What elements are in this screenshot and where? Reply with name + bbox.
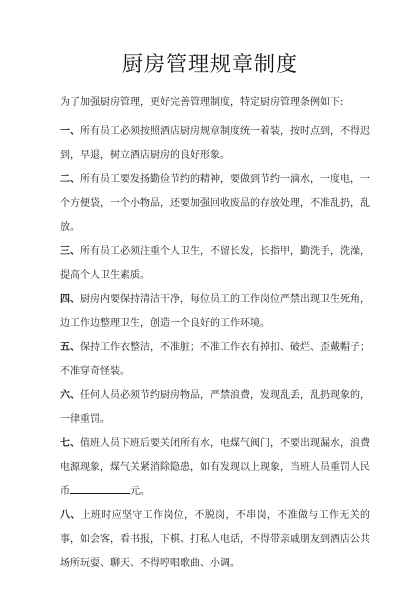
rule-text-prefix: 币 [60, 486, 70, 497]
rule-text: 上班时应坚守工作岗位，不脱岗，不串岗，不准做与工作无关的事，如会客，看书报，下棋、打私人电话，不得带亲戚朋友到酒店公共场所玩耍、聊天、不得哼唱歌曲、小调。 [60, 510, 371, 569]
rule-number: 五、 [60, 342, 80, 353]
rule-number: 八、 [60, 510, 81, 521]
intro-paragraph: 为了加强厨房管理，更好完善管理制度，特定厨房管理条例如下: [60, 97, 344, 108]
fill-in-blank [70, 483, 130, 494]
rule-text: 所有员工必须按照酒店厨房规章制度统一着装，按时点到，不得迟到，早退，树立酒店厨房的良好形象。 [60, 126, 370, 161]
rule-item-1 [60, 120, 370, 168]
rule-number: 二、 [60, 174, 80, 185]
rule-item-7 [60, 432, 370, 504]
rule-text: 所有员工必须注重个人卫生，不留长发，长指甲，勤洗手，洗澡，提高个人卫生素质。 [60, 246, 370, 281]
rule-item-6 [60, 384, 370, 432]
rule-number: 六、 [60, 390, 80, 401]
rule-item-2 [60, 168, 370, 240]
rules-list [60, 120, 370, 576]
rule-item-4 [60, 288, 370, 336]
rule-text: 任何人员必须节约厨房物品，严禁浪费，发现乱丢，乱扔现象的，一律重罚。 [60, 390, 370, 425]
rule-number: 七、 [60, 438, 80, 449]
rule-number: 四、 [60, 294, 80, 305]
rule-number: 一、 [60, 126, 80, 137]
rule-number: 三、 [60, 246, 80, 257]
rule-text: 值班人员下班后要关闭所有水，电煤气阀门，不要出现漏水，浪费电源现象，煤气关紧消除隐患，如有发现以上现象，当班人员重罚人民 [60, 438, 370, 473]
rule-item-8 [60, 504, 370, 576]
rule-text-suffix: 元。 [130, 486, 150, 497]
rule-text: 所有员工要发扬勤俭节约的精神，要做到节约一滴水，一度电，一个方便袋，一个小物品，还要加强回收废品的存放处理，不准乱扔，乱放。 [60, 174, 370, 233]
rule-item-3 [60, 240, 370, 288]
rule-text: 保持工作衣整洁，不准脏；不准工作衣有掉扣、破烂、歪戴帽子；不准穿奇怪装。 [60, 342, 370, 377]
rule-text: 厨房内要保持清洁干净，每位员工的工作岗位严禁出现卫生死角，边工作边整理卫生，创造一个良好的工作环境。 [60, 294, 370, 329]
rule-item-5 [60, 336, 370, 384]
page-title: 厨房管理规章制度 [122, 52, 298, 76]
